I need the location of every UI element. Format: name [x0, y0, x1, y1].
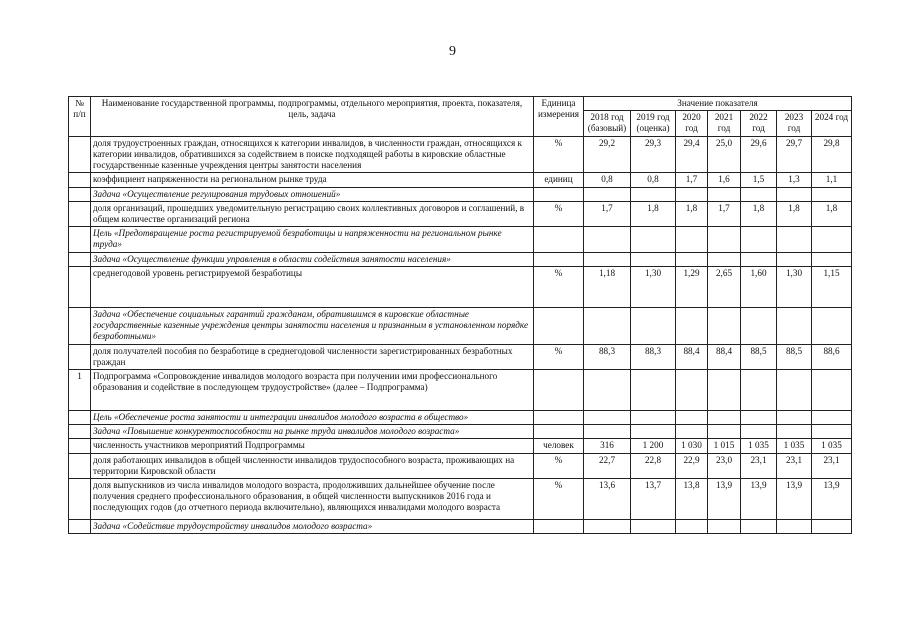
header-values: Значение показателя [584, 97, 852, 111]
row-value [584, 520, 631, 534]
row-value: 1,5 [741, 173, 777, 187]
row-value [676, 520, 708, 534]
row-number [69, 479, 91, 520]
row-value: 1,8 [741, 201, 777, 226]
row-value [812, 369, 852, 410]
row-value [741, 369, 777, 410]
row-value: 1,8 [777, 201, 812, 226]
page-number: 9 [449, 44, 456, 59]
row-value [741, 252, 777, 266]
row-value: 22,8 [631, 453, 676, 478]
row-value: 23,1 [741, 453, 777, 478]
row-number [69, 344, 91, 369]
row-name: среднегодовой уровень регистрируемой безработицы [91, 266, 534, 307]
row-value [812, 425, 852, 439]
row-number: 1 [69, 369, 91, 410]
header-year: 2020 год [676, 111, 708, 136]
row-unit: % [534, 344, 584, 369]
row-value [708, 520, 741, 534]
row-value: 29,4 [676, 136, 708, 173]
row-value [676, 369, 708, 410]
row-unit: человек [534, 439, 584, 453]
row-number [69, 520, 91, 534]
row-value [777, 410, 812, 424]
row-value: 22,9 [676, 453, 708, 478]
row-unit [534, 369, 584, 410]
row-value: 29,7 [777, 136, 812, 173]
row-value [777, 425, 812, 439]
row-value: 0,8 [631, 173, 676, 187]
row-value: 1 035 [777, 439, 812, 453]
row-unit [534, 307, 584, 344]
row-name: Задача «Повышение конкурентоспособности на рынке труда инвалидов молодого возраста» [91, 425, 534, 439]
table-row [69, 425, 852, 439]
table-row [69, 266, 852, 307]
row-value: 1,15 [812, 266, 852, 307]
row-value [777, 227, 812, 252]
row-name: доля работающих инвалидов в общей численности инвалидов трудоспособного возраста, проживающих на территории Кировской области [91, 453, 534, 478]
row-value: 1,29 [676, 266, 708, 307]
row-value [741, 227, 777, 252]
row-value [708, 307, 741, 344]
row-value: 22,7 [584, 453, 631, 478]
row-value [708, 187, 741, 201]
row-number [69, 201, 91, 226]
table-row [69, 453, 852, 478]
row-value: 1 030 [676, 439, 708, 453]
row-value [631, 369, 676, 410]
row-unit: % [534, 266, 584, 307]
row-value [777, 520, 812, 534]
row-value [631, 227, 676, 252]
row-number [69, 439, 91, 453]
table-row [69, 201, 852, 226]
table-row [69, 136, 852, 173]
table-row [69, 187, 852, 201]
header-row-1 [69, 97, 852, 111]
row-value: 29,8 [812, 136, 852, 173]
row-value [741, 187, 777, 201]
row-value [631, 520, 676, 534]
row-value [812, 187, 852, 201]
row-value [741, 425, 777, 439]
row-value [777, 187, 812, 201]
row-value: 23,0 [708, 453, 741, 478]
table-row [69, 173, 852, 187]
row-unit [534, 425, 584, 439]
row-value: 1,7 [708, 201, 741, 226]
header-year: 2021 год [708, 111, 741, 136]
row-value: 1,30 [631, 266, 676, 307]
row-value [584, 410, 631, 424]
row-value: 1,8 [812, 201, 852, 226]
header-year: 2024 год [812, 111, 852, 136]
row-number [69, 136, 91, 173]
table-row [69, 344, 852, 369]
row-value: 2,65 [708, 266, 741, 307]
header-year: 2018 год (базовый) [584, 111, 631, 136]
row-name: доля трудоустроенных граждан, относящихся к категории инвалидов, в численности граждан, относящихся к категории инвалидов, обратившихся за содействием в поиске подходящей работы в кировские областные государственные казенные учреждения центры занятости населения [91, 136, 534, 173]
row-value: 13,9 [708, 479, 741, 520]
indicators-table [68, 96, 852, 534]
row-number [69, 252, 91, 266]
row-value: 1,8 [631, 201, 676, 226]
row-name: Задача «Осуществление функции управления в области содействия занятости населения» [91, 252, 534, 266]
row-value: 88,4 [676, 344, 708, 369]
row-value [631, 187, 676, 201]
row-name: Цель «Обеспечение роста занятости и интеграции инвалидов молодого возраста в общество» [91, 410, 534, 424]
row-value: 29,6 [741, 136, 777, 173]
row-value [708, 252, 741, 266]
row-value [676, 187, 708, 201]
row-value: 1 015 [708, 439, 741, 453]
header-unit: Единица измерения [534, 97, 584, 137]
row-value: 13,9 [812, 479, 852, 520]
row-value [584, 187, 631, 201]
row-name: доля получателей пособия по безработице в среднегодовой численности зарегистрированных безработных граждан [91, 344, 534, 369]
row-value [584, 307, 631, 344]
row-unit: % [534, 136, 584, 173]
row-value: 13,8 [676, 479, 708, 520]
table-row [69, 369, 852, 410]
row-name: Подпрограмма «Сопровождение инвалидов молодого возраста при получении ими профессионального образования и содействие в последующем трудоустройстве» (далее – Подпрограмма) [91, 369, 534, 410]
row-value: 23,1 [777, 453, 812, 478]
row-unit [534, 227, 584, 252]
row-value: 13,7 [631, 479, 676, 520]
row-value: 1,3 [777, 173, 812, 187]
row-value [812, 252, 852, 266]
row-name: численность участников мероприятий Подпрограммы [91, 439, 534, 453]
row-name: Задача «Осуществление регулирования трудовых отношений» [91, 187, 534, 201]
row-number [69, 307, 91, 344]
header-year: 2019 год (оценка) [631, 111, 676, 136]
row-unit: % [534, 453, 584, 478]
row-value: 1,60 [741, 266, 777, 307]
row-value: 88,6 [812, 344, 852, 369]
row-value [812, 227, 852, 252]
row-value: 88,3 [584, 344, 631, 369]
row-value [741, 307, 777, 344]
row-value [676, 252, 708, 266]
row-number [69, 410, 91, 424]
row-name: доля выпускников из числа инвалидов молодого возраста, продолживших дальнейшее обучение после получения среднего профессионального образования, в общей численности выпускников 2016 года и последующих годов (до отчетного периода включительно), являющихся инвалидами молодого возраста [91, 479, 534, 520]
row-value [777, 369, 812, 410]
row-number [69, 453, 91, 478]
row-value: 88,5 [741, 344, 777, 369]
row-value [812, 520, 852, 534]
row-value [631, 307, 676, 344]
row-value: 1,7 [676, 173, 708, 187]
row-value: 0,8 [584, 173, 631, 187]
row-number [69, 266, 91, 307]
row-value [584, 227, 631, 252]
row-value: 1,30 [777, 266, 812, 307]
row-value: 1 035 [812, 439, 852, 453]
row-value [741, 520, 777, 534]
row-value [676, 227, 708, 252]
header-num: № п/п [69, 97, 91, 137]
table-row [69, 520, 852, 534]
row-value [676, 307, 708, 344]
row-value: 1,7 [584, 201, 631, 226]
row-value [584, 369, 631, 410]
row-value [812, 307, 852, 344]
row-number [69, 425, 91, 439]
row-value [708, 410, 741, 424]
header-year: 2022 год [741, 111, 777, 136]
row-value [741, 410, 777, 424]
row-name: Цель «Предотвращение роста регистрируемой безработицы и напряженности на региональном рынке труда» [91, 227, 534, 252]
row-value: 1 035 [741, 439, 777, 453]
row-value [777, 252, 812, 266]
table-row [69, 307, 852, 344]
row-value [631, 252, 676, 266]
row-number [69, 187, 91, 201]
row-value [708, 425, 741, 439]
row-value [676, 425, 708, 439]
row-value: 13,9 [777, 479, 812, 520]
table-row [69, 439, 852, 453]
row-value: 88,5 [777, 344, 812, 369]
row-value: 316 [584, 439, 631, 453]
table-row [69, 252, 852, 266]
table-row [69, 410, 852, 424]
row-unit [534, 252, 584, 266]
row-value [631, 425, 676, 439]
row-value: 29,3 [631, 136, 676, 173]
row-value: 25,0 [708, 136, 741, 173]
row-number [69, 173, 91, 187]
row-name: коэффициент напряженности на региональном рынке труда [91, 173, 534, 187]
row-value: 13,9 [741, 479, 777, 520]
row-value [777, 307, 812, 344]
table-row [69, 227, 852, 252]
row-name: Задача «Обеспечение социальных гарантий гражданам, обратившимся в кировские областные государственные казенные учреждения центры занятости населения и признанным в установленном порядке безработными» [91, 307, 534, 344]
row-value: 1,8 [676, 201, 708, 226]
row-value [584, 425, 631, 439]
row-value: 13,6 [584, 479, 631, 520]
row-value [676, 410, 708, 424]
row-name: Задача «Содействие трудоустройству инвалидов молодого возраста» [91, 520, 534, 534]
row-value: 1 200 [631, 439, 676, 453]
row-unit: % [534, 479, 584, 520]
row-value [812, 410, 852, 424]
row-name: доля организаций, прошедших уведомительную регистрацию своих коллективных договоров и соглашений, в общем количестве организаций региона [91, 201, 534, 226]
header-year: 2023 год [777, 111, 812, 136]
table-body [69, 136, 852, 534]
row-unit: единиц [534, 173, 584, 187]
row-value: 1,6 [708, 173, 741, 187]
row-value: 1,1 [812, 173, 852, 187]
row-value: 88,3 [631, 344, 676, 369]
row-value [631, 410, 676, 424]
row-unit: % [534, 201, 584, 226]
row-value [708, 369, 741, 410]
row-value: 88,4 [708, 344, 741, 369]
row-unit [534, 187, 584, 201]
row-value [708, 227, 741, 252]
row-number [69, 227, 91, 252]
row-value: 1,18 [584, 266, 631, 307]
header-name: Наименование государственной программы, подпрограммы, отдельного мероприятия, проекта, показателя, цель, задача [91, 97, 534, 137]
row-value: 23,1 [812, 453, 852, 478]
row-unit [534, 520, 584, 534]
row-unit [534, 410, 584, 424]
table-row [69, 479, 852, 520]
row-value: 29,2 [584, 136, 631, 173]
row-value [584, 252, 631, 266]
